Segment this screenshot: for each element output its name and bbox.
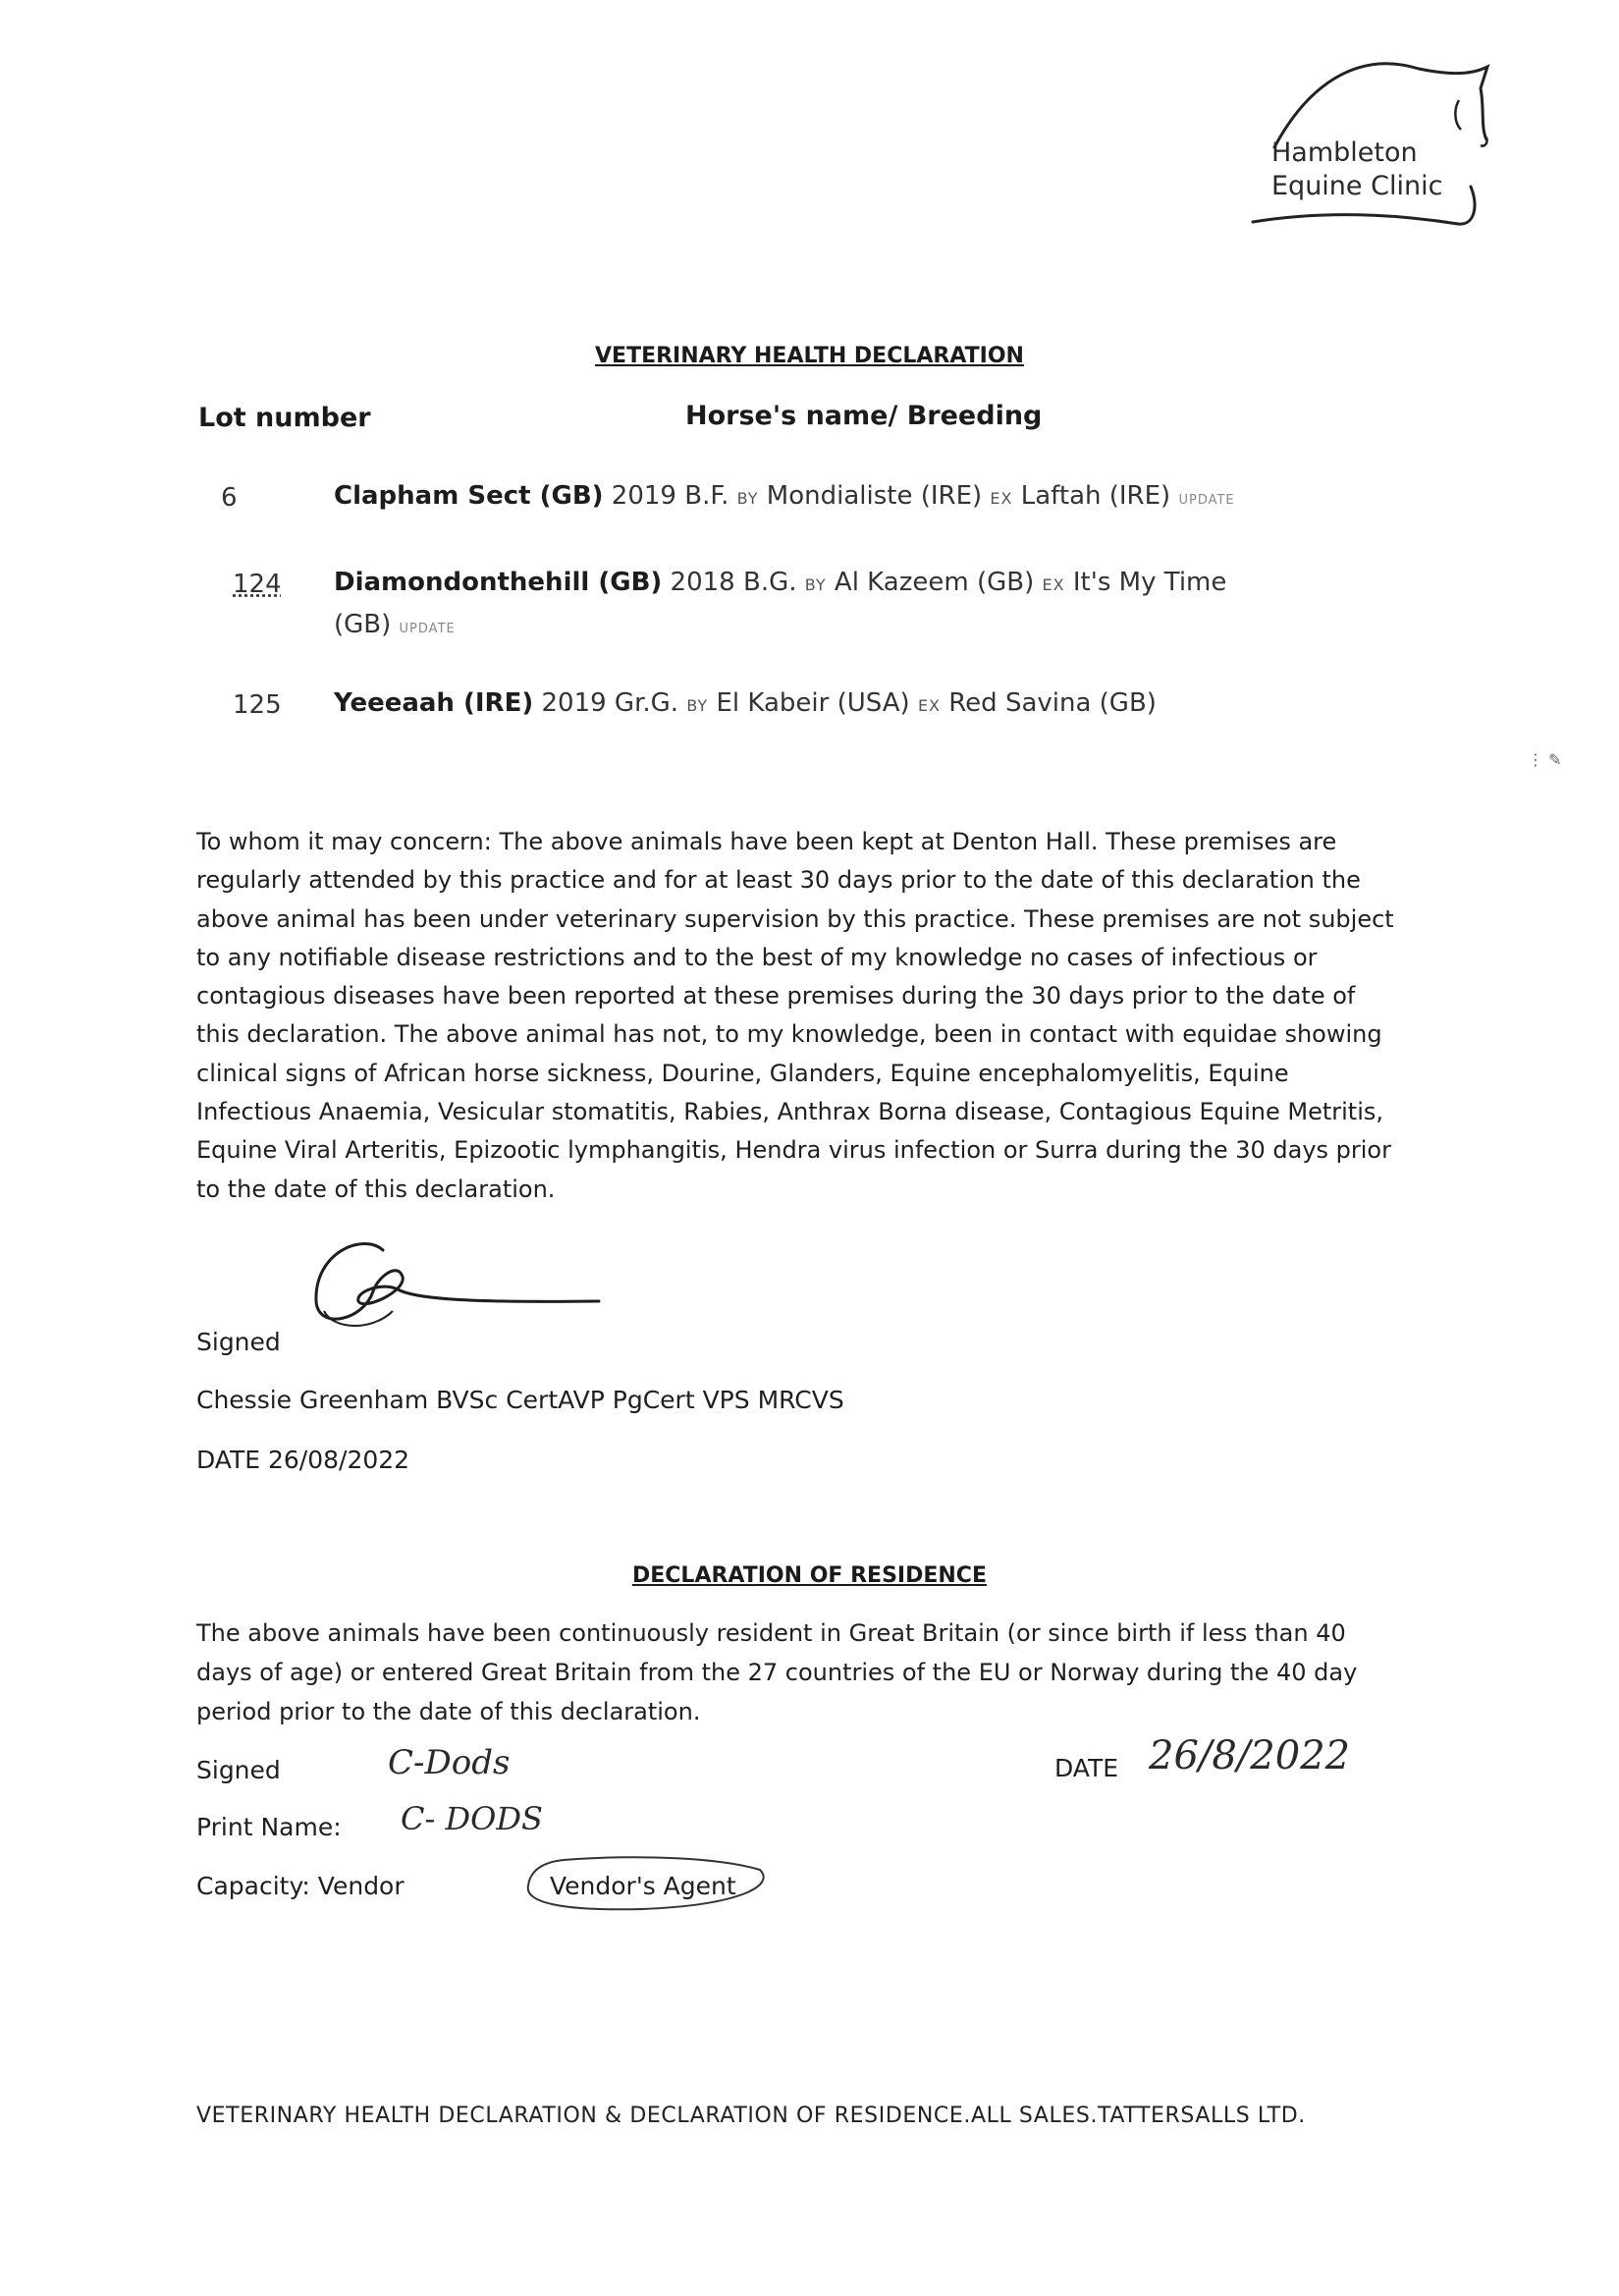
health-declaration-body: To whom it may concern: The above animals have been kept at Denton Hall. These premises are regularly attended by this practice and for at least 30 days prior to the date of this declaration the above animal has been under veterinary supervision by this practice. These premises are not subject to any notifiable disease restrictions and to the best of my knowledge no cases of infectious or contagious diseases have been reported at these premises during the 30 days prior to the date of this declaration. The above animal has not, to my knowledge, been in contact with equidae showing clinical signs of African horse sickness, Dourine, Glanders, Equine encephalomyelitis, Equine Infectious Anaemia, Vesicular stomatitis, Rabies, Anthrax Borna disease, Contagious Equine Metritis, Equine Viral Arteritis, Epizootic lymphangitis, Hendra virus infection or Surra during the 30 days prior to the date of this declaration. — [196, 828, 1394, 1203]
by-label: BY — [804, 575, 827, 594]
lot-number: 125 — [233, 690, 282, 720]
health-declaration-date: DATE 26/08/2022 — [196, 1446, 410, 1474]
horse-entry — [334, 563, 1226, 649]
page-footer: VETERINARY HEALTH DECLARATION & DECLARATION OF RESIDENCE.ALL SALES.TATTERSALLS LTD. — [196, 2104, 1306, 2128]
residence-signature: C-Dods — [388, 1743, 511, 1782]
update-note: UPDATE — [399, 622, 456, 636]
residence-date-label: DATE — [1054, 1754, 1119, 1782]
clinic-name-line1: Hambleton — [1271, 137, 1418, 168]
health-declaration-title: VETERINARY HEALTH DECLARATION — [595, 344, 1024, 368]
horse-breeding: 2019 B.F. — [611, 481, 729, 511]
horse-sire: El Kabeir (USA) — [716, 688, 910, 718]
vet-signature — [304, 1232, 609, 1340]
ex-label: EX — [917, 696, 942, 715]
horse-dam: It's My Time — [1072, 568, 1227, 597]
horse-name: Yeeeaah (IRE) — [334, 688, 534, 718]
ex-label: EX — [990, 489, 1013, 508]
lot-number-header: Lot number — [198, 403, 371, 433]
clinic-name-line2: Equine Clinic — [1271, 171, 1443, 201]
horse-name: Clapham Sect (GB) — [334, 481, 604, 511]
horse-dam: Laftah (IRE) — [1020, 481, 1171, 511]
lot-number: 124 — [233, 570, 282, 599]
horse-name: Diamondonthehill (GB) — [334, 568, 663, 597]
scan-mark-icon: ⋮ ✎ — [1528, 750, 1562, 769]
residence-declaration-title: DECLARATION OF RESIDENCE — [632, 1563, 987, 1588]
horse-entry — [334, 683, 1157, 726]
by-label: BY — [736, 489, 759, 508]
horse-sire: Mondialiste (IRE) — [766, 481, 983, 511]
print-name-handwritten: C- DODS — [401, 1800, 543, 1837]
horse-entry — [334, 476, 1235, 520]
horse-breeding: 2019 Gr.G. — [541, 688, 679, 718]
ex-label: EX — [1042, 575, 1065, 594]
update-note: UPDATE — [1178, 493, 1235, 508]
clinic-logo — [1247, 49, 1502, 246]
capacity-selection — [524, 1856, 770, 1915]
horse-breeding: 2018 B.G. — [670, 568, 797, 597]
residence-date-handwritten: 26/8/2022 — [1149, 1733, 1351, 1778]
vet-name: Chessie Greenham BVSc CertAVP PgCert VPS MRCVS — [196, 1386, 844, 1414]
residence-declaration-body: The above animals have been continuously resident in Great Britain (or since birth if less than 40 days of age) or entered Great Britain from the 27 countries of the EU or Norway during the 40 day period prior to the date of this declaration. — [196, 1619, 1358, 1725]
signed-label: Signed — [196, 1328, 281, 1356]
horse-dam-country: (GB) — [334, 610, 392, 639]
horse-name-header: Horse's name/ Breeding — [685, 401, 1043, 431]
print-name-label: Print Name: — [196, 1813, 342, 1841]
residence-signed-label: Signed — [196, 1756, 281, 1784]
lot-number: 6 — [221, 483, 238, 513]
horse-dam: Red Savina (GB) — [948, 688, 1157, 718]
capacity-vendors-agent: Vendor's Agent — [550, 1872, 736, 1900]
capacity-label: Capacity: Vendor — [196, 1872, 405, 1900]
horse-sire: Al Kazeem (GB) — [834, 568, 1035, 597]
by-label: BY — [686, 696, 709, 715]
